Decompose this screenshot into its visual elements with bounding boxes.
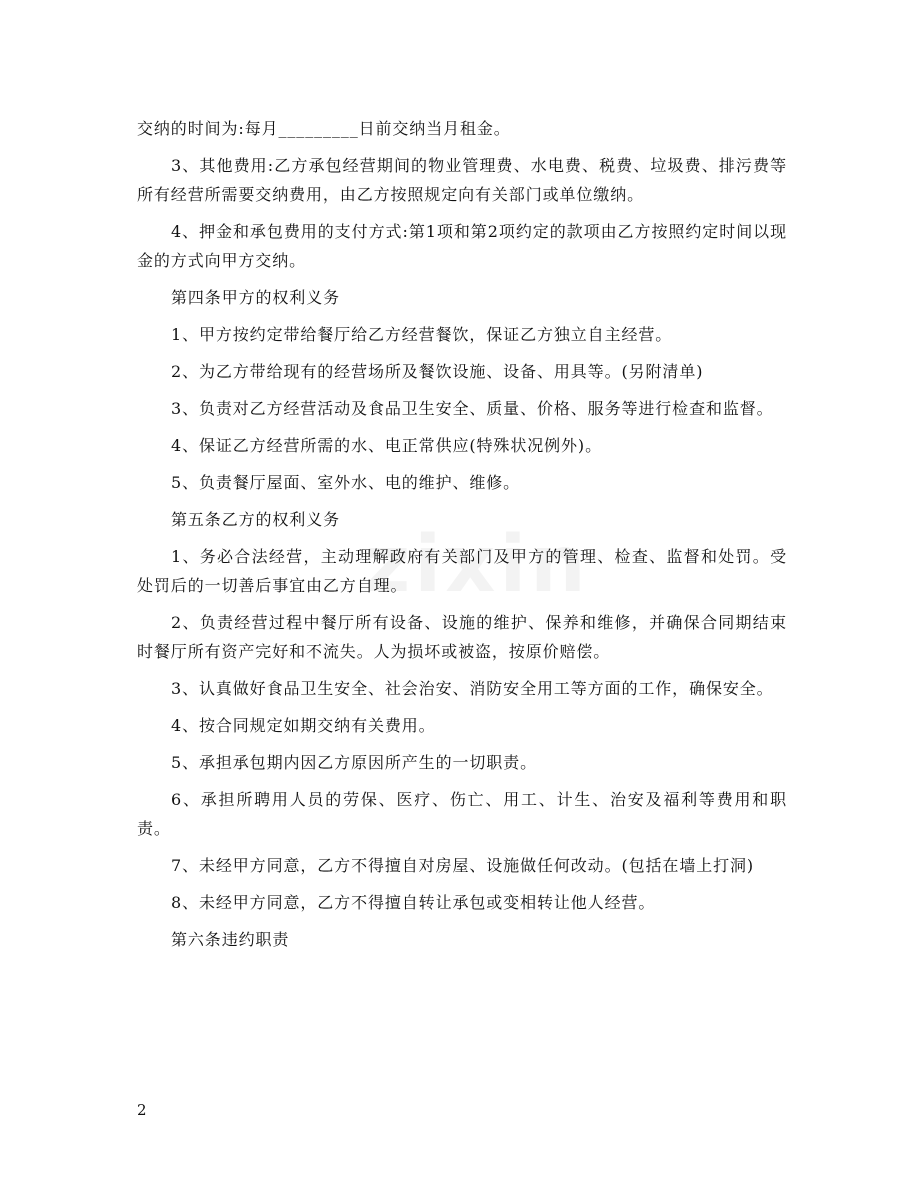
paragraph-item: 4、保证乙方经营所需的水、电正常供应(特殊状况例外)。 — [171, 436, 602, 455]
paragraph-item: 4、按合同规定如期交纳有关费用。 — [171, 716, 436, 735]
section-heading: 第四条甲方的权利义务 — [171, 288, 341, 307]
paragraph-item: 5、承担承包期内因乙方原因所产生的一切职责。 — [171, 753, 537, 772]
section-heading: 第六条违约职责 — [171, 930, 290, 949]
paragraph-item: 1、甲方按约定带给餐厅给乙方经营餐饮，保证乙方独立自主经营。 — [171, 325, 673, 344]
paragraph-item: 3、其他费用:乙方承包经营期间的物业管理费、水电费、税费、垃圾费、排污费等所有经营所需要交纳费用，由乙方按照规定向有关部门或单位缴纳。 — [137, 156, 787, 204]
paragraph-item: 8、未经甲方同意，乙方不得擅自转让承包或变相转让他人经营。 — [171, 893, 656, 912]
paragraph-item: 2、为乙方带给现有的经营场所及餐饮设施、设备、用具等。(另附清单) — [171, 362, 704, 381]
document-body — [137, 114, 787, 962]
paragraph-item: 5、负责餐厅屋面、室外水、电的维护、维修。 — [171, 473, 521, 492]
page-number: 2 — [137, 1101, 147, 1119]
paragraph-item: 1、务必合法经营，主动理解政府有关部门及甲方的管理、检查、监督和处罚。受处罚后的一切善后事宜由乙方自理。 — [137, 547, 787, 595]
paragraph-item: 7、未经甲方同意，乙方不得擅自对房屋、设施做任何改动。(包括在墙上打洞) — [171, 856, 755, 875]
paragraph-item: 4、押金和承包费用的支付方式:第1项和第2项约定的款项由乙方按照约定时间以现金的方式向甲方交纳。 — [137, 222, 787, 270]
paragraph-continuation: 交纳的时间为:每月_________日前交纳当月租金。 — [137, 119, 511, 138]
paragraph-item: 6、承担所聘用人员的劳保、医疗、伤亡、用工、计生、治安及福利等费用和职责。 — [137, 790, 787, 838]
section-heading: 第五条乙方的权利义务 — [171, 510, 341, 529]
paragraph-item: 3、负责对乙方经营活动及食品卫生安全、质量、价格、服务等进行检查和监督。 — [171, 399, 774, 418]
paragraph-item: 3、认真做好食品卫生安全、社会治安、消防安全用工等方面的工作，确保安全。 — [171, 679, 774, 698]
paragraph-item: 2、负责经营过程中餐厅所有设备、设施的维护、保养和维修，并确保合同期结束时餐厅所有资产完好和不流失。人为损坏或被盗，按原价赔偿。 — [137, 613, 787, 661]
